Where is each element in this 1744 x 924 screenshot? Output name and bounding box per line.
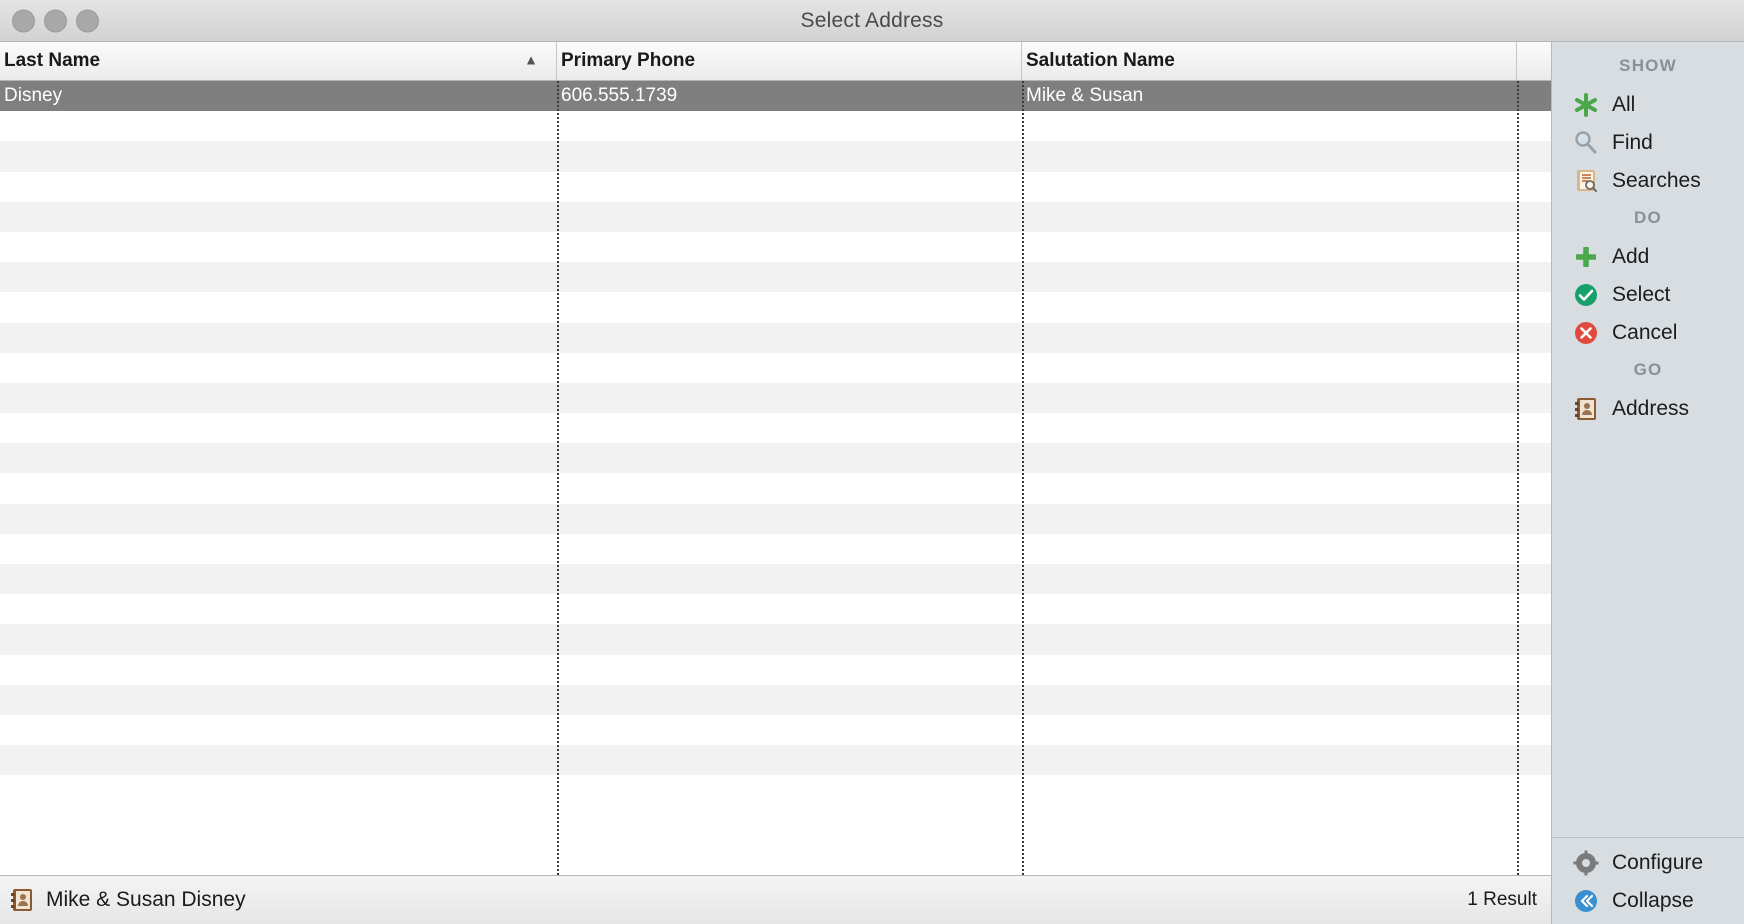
column-header-label: Primary Phone xyxy=(561,50,696,71)
saved-searches-icon xyxy=(1572,167,1600,195)
sidebar-item-find[interactable] xyxy=(1552,124,1744,162)
table-row-empty xyxy=(0,141,1551,171)
table-row-empty xyxy=(0,413,1551,443)
table-row-empty xyxy=(0,202,1551,232)
table-row-empty xyxy=(0,383,1551,413)
cell-salutation-name: Mike & Susan xyxy=(1026,85,1144,107)
table-row-empty xyxy=(0,655,1551,685)
table-row-empty xyxy=(0,323,1551,353)
sidebar-section-go-title: GO xyxy=(1633,360,1663,379)
table-row-empty xyxy=(0,111,1551,141)
table-row-empty xyxy=(0,292,1551,322)
table-row-empty xyxy=(0,232,1551,262)
sidebar-item-label: Collapse xyxy=(1612,889,1694,912)
table-row-empty xyxy=(0,534,1551,564)
table-row-empty xyxy=(0,262,1551,292)
magnifier-icon xyxy=(1572,129,1600,157)
column-header-label: Salutation Name xyxy=(1026,50,1175,71)
sidebar-footer xyxy=(1552,837,1744,924)
minimize-button[interactable] xyxy=(44,9,67,32)
cell-primary-phone: 606.555.1739 xyxy=(561,85,678,107)
cell-spacer xyxy=(1517,81,1551,111)
window-body xyxy=(0,42,1744,924)
zoom-button[interactable] xyxy=(76,9,99,32)
table-row-empty xyxy=(0,504,1551,534)
asterisk-icon xyxy=(1572,91,1600,119)
table-row-empty xyxy=(0,443,1551,473)
address-book-icon xyxy=(8,886,36,914)
sidebar-item-all[interactable] xyxy=(1552,86,1744,124)
table-row-empty xyxy=(0,685,1551,715)
table-row-empty xyxy=(0,775,1551,805)
table-row-empty xyxy=(0,624,1551,654)
column-header-primary-phone[interactable] xyxy=(557,42,1022,80)
table-row-empty xyxy=(0,715,1551,745)
table-row[interactable] xyxy=(0,81,1551,111)
sidebar-item-label: Cancel xyxy=(1612,321,1678,344)
title-bar xyxy=(0,0,1744,42)
sidebar-item-select[interactable] xyxy=(1552,276,1744,314)
table-header xyxy=(0,42,1551,81)
cell-last-name: Disney xyxy=(4,85,63,107)
sidebar-item-collapse[interactable] xyxy=(1552,882,1744,920)
sidebar-item-label: Address xyxy=(1612,397,1690,420)
column-header-label: Last Name xyxy=(4,50,101,71)
cancel-circle-icon xyxy=(1572,319,1600,347)
table-row-empty xyxy=(0,172,1551,202)
main-panel xyxy=(0,42,1552,924)
table-body[interactable] xyxy=(0,81,1551,875)
gear-icon xyxy=(1572,849,1600,877)
table-row-empty xyxy=(0,564,1551,594)
sidebar-section-show-title: SHOW xyxy=(1619,56,1677,75)
sidebar-item-cancel[interactable] xyxy=(1552,314,1744,352)
table-row-empty xyxy=(0,594,1551,624)
column-header-spacer[interactable] xyxy=(1517,42,1551,80)
status-bar xyxy=(0,875,1551,924)
sidebar-item-label: Add xyxy=(1612,245,1650,268)
sidebar-item-label: All xyxy=(1612,93,1636,116)
plus-icon xyxy=(1572,243,1600,271)
check-circle-icon xyxy=(1572,281,1600,309)
collapse-icon xyxy=(1572,887,1600,915)
table-row-empty xyxy=(0,473,1551,503)
result-count: 1 Result xyxy=(1467,889,1537,910)
sidebar-item-configure[interactable] xyxy=(1552,844,1744,882)
close-button[interactable] xyxy=(12,9,35,32)
sidebar-item-label: Configure xyxy=(1612,851,1704,874)
table-row-empty xyxy=(0,745,1551,775)
column-header-last-name[interactable] xyxy=(0,42,557,80)
table-row-empty xyxy=(0,353,1551,383)
sidebar-section-do-title: DO xyxy=(1634,208,1662,227)
sidebar-item-searches[interactable] xyxy=(1552,162,1744,200)
sidebar-item-address[interactable] xyxy=(1552,390,1744,428)
sidebar xyxy=(1552,42,1744,924)
status-record xyxy=(8,886,246,914)
sort-ascending-icon: ▲ xyxy=(524,51,538,68)
window-controls xyxy=(12,9,99,32)
sidebar-item-add[interactable] xyxy=(1552,238,1744,276)
sidebar-item-label: Select xyxy=(1612,283,1671,306)
address-book-icon xyxy=(1572,395,1600,423)
sidebar-item-label: Find xyxy=(1612,131,1653,154)
sidebar-item-label: Searches xyxy=(1612,169,1701,192)
column-header-salutation-name[interactable] xyxy=(1022,42,1517,80)
status-record-label: Mike & Susan Disney xyxy=(46,888,246,911)
sidebar-sections xyxy=(1552,42,1744,837)
window-title: Select Address xyxy=(800,8,944,32)
